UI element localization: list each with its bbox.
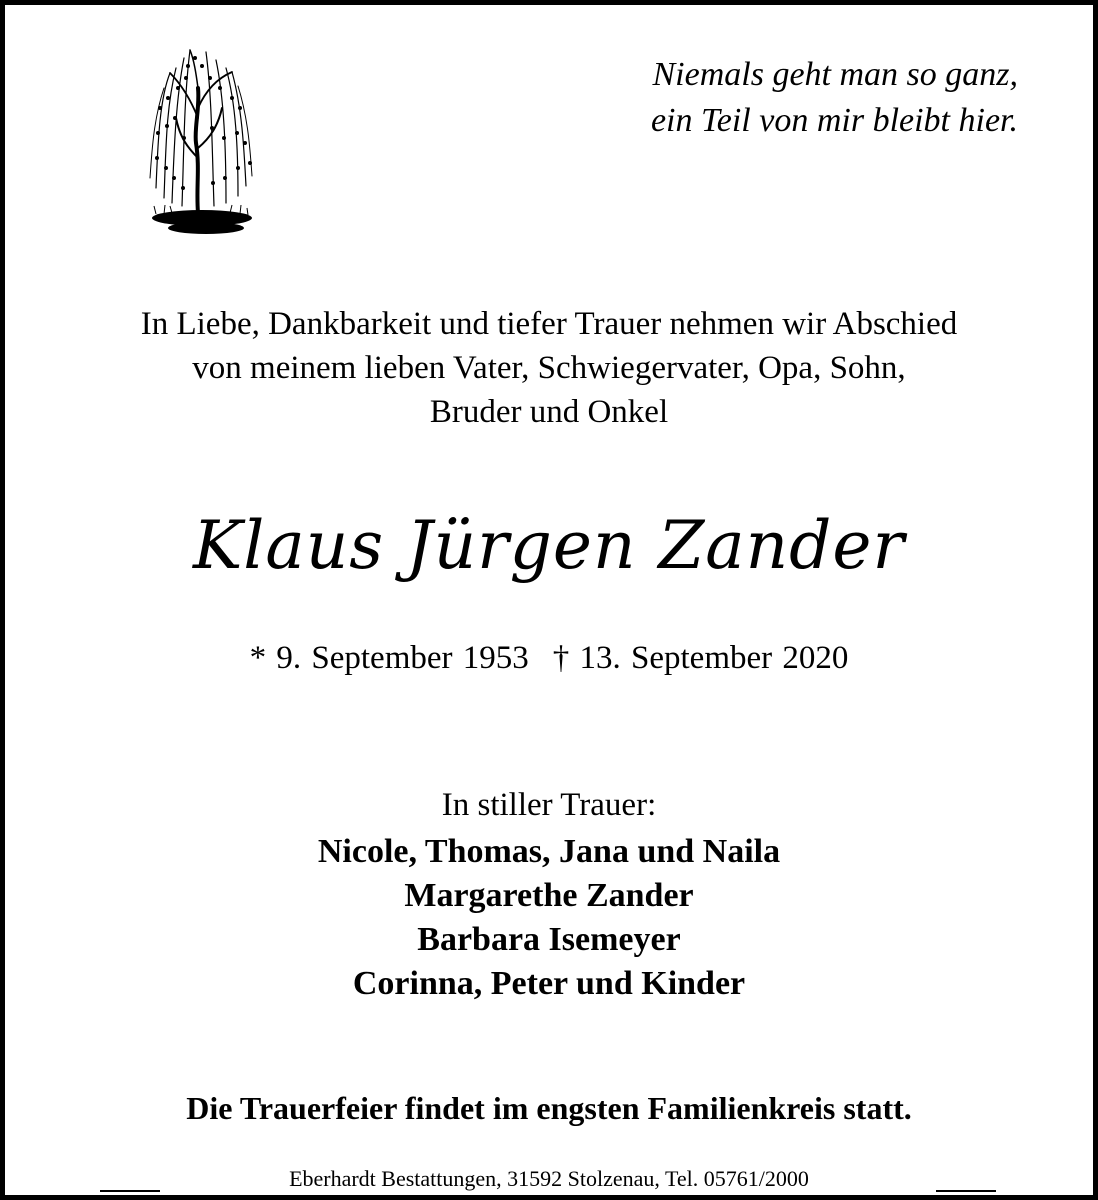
- death-date: † 13. September 2020: [552, 640, 849, 676]
- mourners-list: [0, 830, 1098, 1006]
- intro-line-2: von meinem lieben Vater, Schwiegervater, Opa, Sohn,: [192, 350, 906, 386]
- deceased-name: Klaus Jürgen Zander: [193, 507, 905, 584]
- weeping-willow-icon: [140, 38, 260, 248]
- intro-text: [0, 302, 1098, 434]
- mourner-line: Barbara Isemeyer: [417, 921, 681, 958]
- mourners-label: In stiller Trauer:: [441, 787, 657, 823]
- birth-date: * 9. September 1953: [249, 640, 529, 676]
- quote-line-2: ein Teil von mir bleibt hier.: [650, 102, 1018, 139]
- intro-line-3: Bruder und Onkel: [429, 394, 669, 430]
- quote: [498, 52, 1018, 144]
- funeral-home-footer: Eberhardt Bestattungen, 31592 Stolzenau, Tel. 05761/2000: [289, 1166, 809, 1191]
- life-dates: [0, 636, 1098, 680]
- quote-line-1: Niemals geht man so ganz,: [652, 56, 1018, 93]
- mourner-line: Nicole, Thomas, Jana und Naila: [317, 833, 781, 870]
- intro-line-1: In Liebe, Dankbarkeit und tiefer Trauer nehmen wir Abschied: [140, 306, 958, 342]
- ceremony-note: Die Trauerfeier findet im engsten Familienkreis statt.: [186, 1090, 912, 1126]
- mourner-line: Corinna, Peter und Kinder: [352, 965, 746, 1002]
- mourner-line: Margarethe Zander: [404, 877, 694, 914]
